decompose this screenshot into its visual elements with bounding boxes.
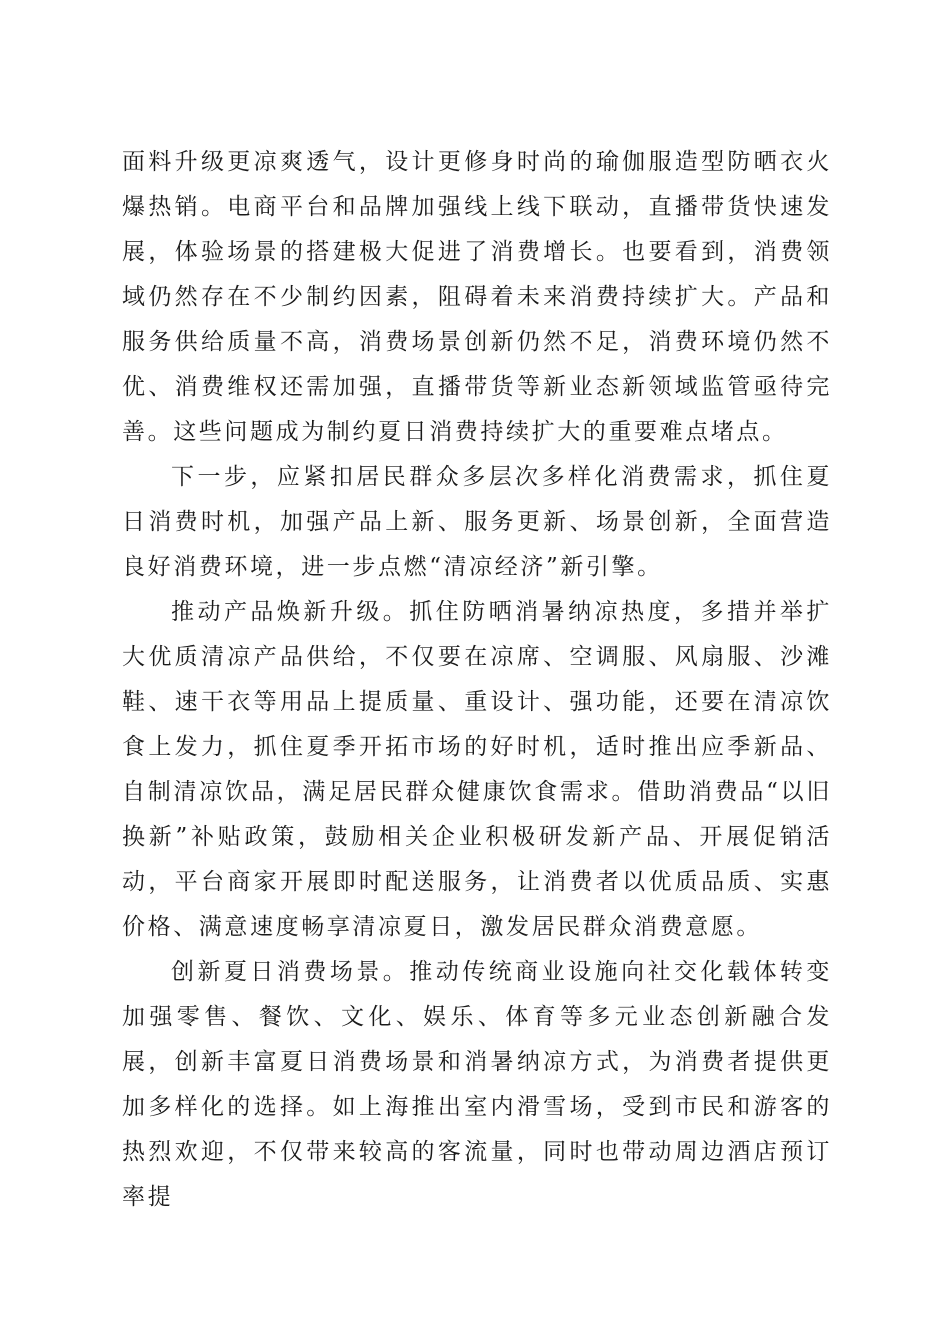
paragraph-consumption-constraints: 面料升级更凉爽透气，设计更修身时尚的瑜伽服造型防晒衣火爆热销。电商平台和品牌加强线上线下联动，直播带货快速发展，体验场景的搭建极大促进了消费增长。也要看到，消费领域仍然存在不少制约因素，阻碍着未来消费持续扩大。产品和服务供给质量不高，消费场景创新仍然不足，消费环境仍然不优、消费维权还需加强，直播带货等新业态新领域监管亟待完善。这些问题成为制约夏日消费持续扩大的重要难点堵点。 — [122, 149, 832, 445]
document-body — [122, 140, 832, 1220]
paragraph-consumption-scenes: 创新夏日消费场景。推动传统商业设施向社交化载体转变加强零售、餐饮、文化、娱乐、体育等多元业态创新融合发展，创新丰富夏日消费场景和消暑纳凉方式，为消费者提供更加多样化的选择。如上海推出室内滑雪场，受到市民和游客的热烈欢迎，不仅带来较高的客流量，同时也带动周边酒店预订率提 — [122, 959, 832, 1210]
paragraph-next-steps: 下一步，应紧扣居民群众多层次多样化消费需求，抓住夏日消费时机，加强产品上新、服务更新、场景创新，全面营造良好消费环境，进一步点燃“清凉经济”新引擎。 — [122, 464, 832, 580]
paragraph-product-upgrade: 推动产品焕新升级。抓住防晒消暑纳凉热度，多措并举扩大优质清凉产品供给，不仅要在凉席、空调服、风扇服、沙滩鞋、速干衣等用品上提质量、重设计、强功能，还要在清凉饮食上发力，抓住夏季开拓市场的好时机，适时推出应季新品、自制清凉饮品，满足居民群众健康饮食需求。借助消费品“以旧换新”补贴政策，鼓励相关企业积极研发新产品、开展促销活动，平台商家开展即时配送服务，让消费者以优质品质、实惠价格、满意速度畅享清凉夏日，激发居民群众消费意愿。 — [122, 599, 832, 940]
